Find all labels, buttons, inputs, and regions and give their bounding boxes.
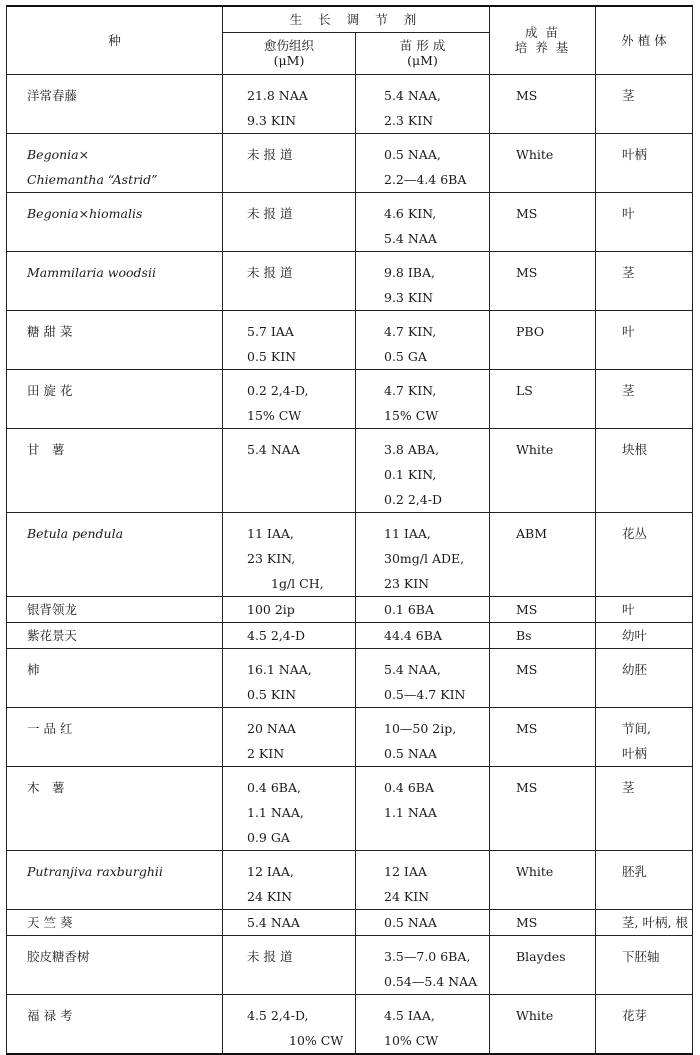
shoot-cell-line: 2.3 KIN (384, 112, 434, 128)
callus-cell (223, 310, 356, 369)
explant-cell (596, 648, 693, 707)
table-row (7, 74, 693, 133)
species-cell (7, 310, 223, 369)
medium-cell (490, 512, 596, 596)
shoot-cell (356, 74, 490, 133)
header-shoot: 苗 形 成 (μM) (356, 32, 490, 74)
explant-cell-line: 叶柄 (622, 146, 648, 162)
medium-cell (490, 707, 596, 766)
header-medium: 成 苗 培 养 基 (490, 6, 596, 74)
callus-cell-line: 20 NAA (247, 720, 296, 736)
species-cell (7, 622, 223, 648)
shoot-cell (356, 596, 490, 622)
medium-cell (490, 596, 596, 622)
species-cell (7, 766, 223, 850)
species-cell (7, 133, 223, 192)
table-row (7, 622, 693, 648)
callus-cell-line: 1g/l CH, (271, 575, 324, 591)
medium-cell (490, 622, 596, 648)
medium-cell (490, 909, 596, 935)
explant-cell-line: 花芽 (622, 1007, 648, 1023)
callus-cell-line: 5.4 NAA (247, 914, 300, 930)
medium-cell-line: MS (516, 205, 538, 221)
species-cell-line: 银背领龙 (27, 601, 78, 617)
callus-cell-line: 4.5 2,4-D, (247, 1007, 309, 1023)
explant-cell (596, 428, 693, 512)
explant-cell (596, 74, 693, 133)
callus-cell-line: 24 KIN (247, 888, 293, 904)
callus-cell-line: 16.1 NAA, (247, 661, 312, 677)
shoot-cell (356, 512, 490, 596)
species-cell-line: Begonia×hiomalis (27, 205, 143, 221)
medium-cell (490, 192, 596, 251)
callus-cell (223, 369, 356, 428)
callus-cell-line: 0.4 6BA, (247, 779, 301, 795)
medium-cell (490, 994, 596, 1054)
callus-cell-line: 4.5 2,4-D (247, 627, 305, 643)
shoot-cell-line: 24 KIN (384, 888, 430, 904)
shoot-cell-line: 12 IAA (384, 863, 427, 879)
shoot-cell-line: 5.4 NAA, (384, 661, 441, 677)
table-row (7, 192, 693, 251)
callus-cell-line: 15% CW (247, 407, 302, 423)
explant-cell-line: 茎 (622, 779, 635, 795)
explant-cell (596, 766, 693, 850)
medium-cell-line: White (516, 1007, 554, 1023)
medium-cell-line: MS (516, 661, 538, 677)
medium-cell (490, 369, 596, 428)
shoot-cell (356, 648, 490, 707)
shoot-cell-line: 0.5 GA (384, 348, 427, 364)
shoot-cell (356, 369, 490, 428)
species-cell (7, 994, 223, 1054)
explant-cell-line: 茎 (622, 87, 635, 103)
medium-cell-line: LS (516, 382, 533, 398)
species-cell (7, 192, 223, 251)
shoot-cell-line: 3.8 ABA, (384, 441, 440, 457)
table-row (7, 310, 693, 369)
header-regulators: 生 长 调 节 剂 (223, 6, 490, 32)
callus-cell (223, 994, 356, 1054)
shoot-cell (356, 707, 490, 766)
species-cell-line: 一 品 红 (27, 720, 73, 736)
shoot-cell (356, 192, 490, 251)
explant-cell (596, 133, 693, 192)
header-callus: 愈伤组织 (μM) (223, 32, 356, 74)
callus-cell-line: 未 报 道 (247, 948, 293, 964)
explant-cell (596, 251, 693, 310)
shoot-cell-line: 1.1 NAA (384, 804, 437, 820)
callus-cell (223, 766, 356, 850)
callus-cell-line: 5.7 IAA (247, 323, 294, 339)
shoot-cell-line: 10—50 2ip, (384, 720, 457, 736)
species-cell (7, 648, 223, 707)
table-row (7, 766, 693, 850)
shoot-cell (356, 994, 490, 1054)
explant-cell-line: 节间, (622, 720, 651, 736)
shoot-cell (356, 133, 490, 192)
shoot-cell-line: 4.6 KIN, (384, 205, 437, 221)
shoot-cell (356, 766, 490, 850)
callus-cell (223, 251, 356, 310)
callus-cell-line: 12 IAA, (247, 863, 294, 879)
shoot-cell-line: 23 KIN (384, 575, 430, 591)
medium-cell (490, 648, 596, 707)
table-row (7, 648, 693, 707)
medium-cell (490, 310, 596, 369)
callus-cell-line: 1.1 NAA, (247, 804, 304, 820)
callus-cell (223, 133, 356, 192)
shoot-cell-line: 0.1 KIN, (384, 466, 437, 482)
medium-cell (490, 74, 596, 133)
growth-regulator-table (6, 5, 693, 1055)
explant-cell (596, 596, 693, 622)
species-cell (7, 850, 223, 909)
explant-cell-line: 幼叶 (622, 627, 648, 643)
table-row (7, 707, 693, 766)
shoot-cell (356, 251, 490, 310)
shoot-cell-line: 30mg/l ADE, (384, 550, 465, 566)
species-cell (7, 909, 223, 935)
table-row (7, 596, 693, 622)
shoot-cell (356, 935, 490, 994)
explant-cell (596, 850, 693, 909)
species-cell (7, 369, 223, 428)
explant-cell-line: 花丛 (622, 525, 648, 541)
callus-cell (223, 74, 356, 133)
shoot-cell-line: 5.4 NAA (384, 230, 437, 246)
shoot-cell-line: 4.7 KIN, (384, 382, 437, 398)
explant-cell-line: 幼胚 (622, 661, 648, 677)
explant-cell (596, 192, 693, 251)
table-row (7, 428, 693, 512)
callus-cell (223, 935, 356, 994)
medium-cell-line: MS (516, 601, 538, 617)
callus-cell (223, 850, 356, 909)
header-species: 种 (7, 6, 223, 74)
callus-cell-line: 10% CW (289, 1032, 344, 1048)
shoot-cell-line: 9.8 IBA, (384, 264, 435, 280)
shoot-cell-line: 4.7 KIN, (384, 323, 437, 339)
explant-cell-line: 茎 (622, 382, 635, 398)
table-row (7, 994, 693, 1054)
callus-cell-line: 0.5 KIN (247, 348, 297, 364)
species-cell-line: 甘 薯 (27, 441, 65, 457)
medium-cell-line: MS (516, 264, 538, 280)
explant-cell-line: 叶 (622, 601, 635, 617)
species-cell-line: 柿 (27, 661, 40, 677)
table-row (7, 850, 693, 909)
shoot-cell-line: 44.4 6BA (384, 627, 442, 643)
species-cell-line: Betula pendula (27, 525, 124, 541)
shoot-cell-line: 0.5 NAA (384, 914, 437, 930)
species-cell-line: 天 竺 葵 (27, 914, 73, 930)
shoot-cell-line: 11 IAA, (384, 525, 431, 541)
table-body (7, 74, 693, 1054)
medium-cell-line: MS (516, 914, 538, 930)
shoot-cell (356, 850, 490, 909)
shoot-cell (356, 428, 490, 512)
medium-cell-line: White (516, 863, 554, 879)
explant-cell-line: 叶柄 (622, 745, 648, 761)
explant-cell (596, 994, 693, 1054)
callus-cell-line: 2 KIN (247, 745, 285, 761)
callus-cell-line: 未 报 道 (247, 264, 293, 280)
species-cell-line: 洋常春藤 (27, 87, 78, 103)
explant-cell-line: 叶 (622, 205, 635, 221)
callus-cell-line: 11 IAA, (247, 525, 294, 541)
shoot-cell-line: 5.4 NAA, (384, 87, 441, 103)
callus-cell (223, 192, 356, 251)
species-cell (7, 251, 223, 310)
callus-cell-line: 0.2 2,4-D, (247, 382, 309, 398)
species-cell-line: Begonia× (27, 146, 90, 162)
callus-cell (223, 428, 356, 512)
explant-cell (596, 369, 693, 428)
species-cell (7, 935, 223, 994)
shoot-cell-line: 9.3 KIN (384, 289, 434, 305)
species-cell-line: 木 薯 (27, 779, 65, 795)
species-cell-line: 田 旋 花 (27, 382, 73, 398)
explant-cell (596, 310, 693, 369)
header-explant: 外 植 体 (596, 6, 693, 74)
medium-cell-line: MS (516, 87, 538, 103)
species-cell-line: 紫花景天 (27, 627, 78, 643)
species-cell-line: Putranjiva raxburghii (27, 863, 163, 879)
species-cell-line: Chiemantha “Astrid” (27, 171, 158, 187)
callus-cell-line: 0.5 KIN (247, 686, 297, 702)
species-cell-line: Mammilaria woodsii (27, 264, 156, 280)
medium-cell-line: White (516, 146, 554, 162)
explant-cell-line: 下胚轴 (622, 948, 660, 964)
shoot-cell-line: 2.2—4.4 6BA (384, 171, 467, 187)
shoot-cell-line: 0.1 6BA (384, 601, 435, 617)
medium-cell-line: MS (516, 720, 538, 736)
species-cell (7, 512, 223, 596)
table-row (7, 512, 693, 596)
species-cell (7, 74, 223, 133)
explant-cell-line: 茎, 叶柄, 根 (622, 914, 688, 930)
species-cell (7, 428, 223, 512)
table-row (7, 251, 693, 310)
shoot-cell-line: 0.4 6BA (384, 779, 435, 795)
callus-cell (223, 707, 356, 766)
medium-cell (490, 850, 596, 909)
shoot-cell-line: 0.2 2,4-D (384, 491, 442, 507)
medium-cell-line: MS (516, 779, 538, 795)
shoot-cell-line: 0.5 NAA, (384, 146, 441, 162)
shoot-cell-line: 3.5—7.0 6BA, (384, 948, 471, 964)
shoot-cell-line: 10% CW (384, 1032, 439, 1048)
table-row (7, 133, 693, 192)
callus-cell-line: 21.8 NAA (247, 87, 308, 103)
callus-cell-line: 未 报 道 (247, 205, 293, 221)
callus-cell-line: 9.3 KIN (247, 112, 297, 128)
explant-cell (596, 707, 693, 766)
shoot-cell-line: 4.5 IAA, (384, 1007, 435, 1023)
shoot-cell (356, 622, 490, 648)
callus-cell-line: 5.4 NAA (247, 441, 300, 457)
callus-cell-line: 未 报 道 (247, 146, 293, 162)
medium-cell (490, 428, 596, 512)
callus-cell (223, 512, 356, 596)
species-cell (7, 707, 223, 766)
explant-cell-line: 胚乳 (622, 863, 648, 879)
medium-cell-line: Bs (516, 627, 532, 643)
explant-cell-line: 块根 (622, 441, 648, 457)
shoot-cell (356, 310, 490, 369)
shoot-cell-line: 0.5—4.7 KIN (384, 686, 466, 702)
callus-cell-line: 100 2ip (247, 601, 295, 617)
explant-cell-line: 茎 (622, 264, 635, 280)
table-row (7, 369, 693, 428)
medium-cell (490, 133, 596, 192)
medium-cell-line: Blaydes (516, 948, 566, 964)
callus-cell-line: 0.9 GA (247, 829, 290, 845)
callus-cell (223, 909, 356, 935)
callus-cell (223, 622, 356, 648)
callus-cell (223, 648, 356, 707)
explant-cell (596, 909, 693, 935)
medium-cell (490, 935, 596, 994)
shoot-cell-line: 0.54—5.4 NAA (384, 973, 478, 989)
medium-cell (490, 766, 596, 850)
species-cell-line: 胶皮糖香树 (27, 948, 90, 964)
table-row (7, 909, 693, 935)
species-cell (7, 596, 223, 622)
medium-cell-line: White (516, 441, 554, 457)
species-cell-line: 福 禄 考 (27, 1007, 73, 1023)
callus-cell-line: 23 KIN, (247, 550, 296, 566)
medium-cell-line: PBO (516, 323, 545, 339)
medium-cell (490, 251, 596, 310)
table-row (7, 935, 693, 994)
explant-cell (596, 512, 693, 596)
shoot-cell (356, 909, 490, 935)
callus-cell (223, 596, 356, 622)
explant-cell-line: 叶 (622, 323, 635, 339)
shoot-cell-line: 0.5 NAA (384, 745, 437, 761)
explant-cell (596, 622, 693, 648)
medium-cell-line: ABM (516, 525, 548, 541)
shoot-cell-line: 15% CW (384, 407, 439, 423)
species-cell-line: 糖 甜 菜 (27, 323, 73, 339)
explant-cell (596, 935, 693, 994)
